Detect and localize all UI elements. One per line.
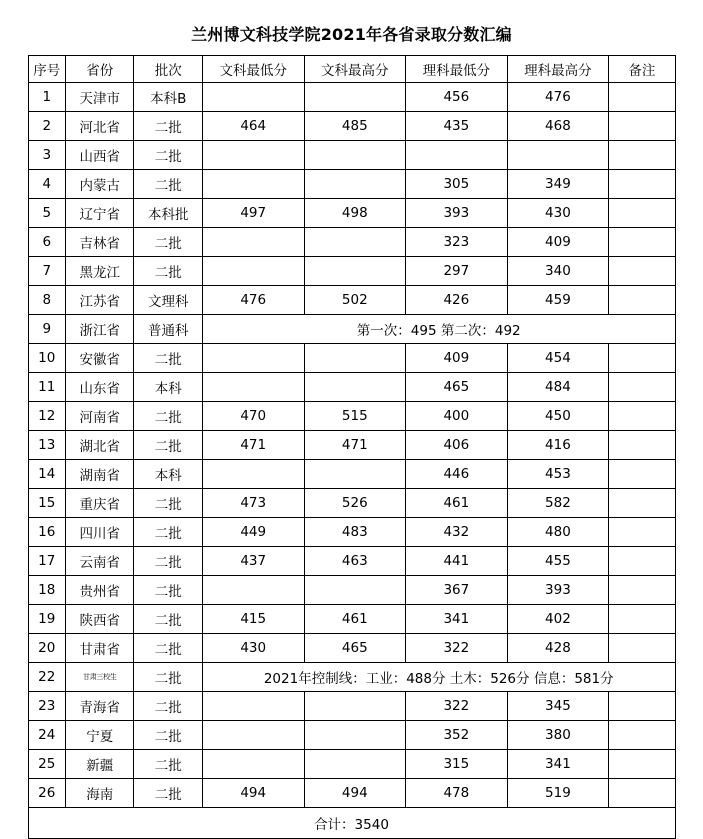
cell-province: 甘肃三校生 <box>66 663 134 692</box>
cell-wen_max: 515 <box>304 402 406 431</box>
cell-li_min: 478 <box>406 779 508 808</box>
cell-batch: 二批 <box>134 170 202 199</box>
cell-note <box>609 199 675 228</box>
cell-no: 24 <box>28 721 66 750</box>
cell-no: 26 <box>28 779 66 808</box>
cell-no: 22 <box>28 663 66 692</box>
cell-batch: 二批 <box>134 518 202 547</box>
cell-li_max: 476 <box>507 83 609 112</box>
cell-wen_min: 470 <box>202 402 304 431</box>
table-row <box>28 605 675 634</box>
cell-li_min: 409 <box>406 344 508 373</box>
cell-province: 江苏省 <box>66 286 134 315</box>
total-cell: 合计：3540 <box>28 808 675 839</box>
cell-no: 17 <box>28 547 66 576</box>
cell-batch: 二批 <box>134 721 202 750</box>
cell-li_min: 400 <box>406 402 508 431</box>
cell-wen_min: 497 <box>202 199 304 228</box>
cell-no: 18 <box>28 576 66 605</box>
cell-province: 辽宁省 <box>66 199 134 228</box>
cell-wen_min: 437 <box>202 547 304 576</box>
cell-li_min: 323 <box>406 228 508 257</box>
table-row <box>28 634 675 663</box>
cell-batch: 二批 <box>134 634 202 663</box>
table-row <box>28 576 675 605</box>
cell-no: 11 <box>28 373 66 402</box>
cell-wen_max: 526 <box>304 489 406 518</box>
cell-province: 重庆省 <box>66 489 134 518</box>
cell-province: 陕西省 <box>66 605 134 634</box>
table-row <box>28 547 675 576</box>
cell-li_min: 305 <box>406 170 508 199</box>
cell-li_min: 341 <box>406 605 508 634</box>
table-row <box>28 489 675 518</box>
table-row <box>28 286 675 315</box>
cell-li_max: 409 <box>507 228 609 257</box>
table-row <box>28 518 675 547</box>
cell-li_min: 406 <box>406 431 508 460</box>
table-footer <box>28 808 675 839</box>
cell-batch: 二批 <box>134 692 202 721</box>
cell-wen_max: 483 <box>304 518 406 547</box>
cell-li_min: 315 <box>406 750 508 779</box>
cell-wen_min <box>202 344 304 373</box>
table-header <box>28 56 675 83</box>
cell-wen_max: 494 <box>304 779 406 808</box>
cell-li_max: 480 <box>507 518 609 547</box>
cell-wen_max <box>304 576 406 605</box>
cell-batch: 二批 <box>134 663 202 692</box>
column-header-province: 省份 <box>66 56 134 83</box>
cell-batch: 二批 <box>134 344 202 373</box>
table-row <box>28 808 675 839</box>
cell-note <box>609 344 675 373</box>
cell-wen_min: 473 <box>202 489 304 518</box>
table-row <box>28 460 675 489</box>
column-header-science-min: 理科最低分 <box>406 56 508 83</box>
cell-note <box>609 228 675 257</box>
cell-province: 云南省 <box>66 547 134 576</box>
cell-province: 安徽省 <box>66 344 134 373</box>
cell-wen_min <box>202 373 304 402</box>
cell-wen_min <box>202 576 304 605</box>
cell-no: 16 <box>28 518 66 547</box>
cell-li_min: 426 <box>406 286 508 315</box>
cell-province: 新疆 <box>66 750 134 779</box>
cell-no: 15 <box>28 489 66 518</box>
cell-province: 湖南省 <box>66 460 134 489</box>
cell-wen_min: 494 <box>202 779 304 808</box>
cell-no: 7 <box>28 257 66 286</box>
cell-note <box>609 170 675 199</box>
cell-wen_max <box>304 170 406 199</box>
cell-li_min: 435 <box>406 112 508 141</box>
column-header-remark: 备注 <box>609 56 675 83</box>
cell-note <box>609 286 675 315</box>
cell-province: 山东省 <box>66 373 134 402</box>
cell-li_max: 428 <box>507 634 609 663</box>
cell-province: 贵州省 <box>66 576 134 605</box>
cell-li_max: 402 <box>507 605 609 634</box>
cell-no: 23 <box>28 692 66 721</box>
table-row <box>28 170 675 199</box>
cell-wen_max: 463 <box>304 547 406 576</box>
cell-note <box>609 634 675 663</box>
cell-batch: 二批 <box>134 431 202 460</box>
cell-wen_min: 449 <box>202 518 304 547</box>
cell-li_max <box>507 141 609 170</box>
cell-province: 浙江省 <box>66 315 134 344</box>
table-row <box>28 431 675 460</box>
cell-note <box>609 257 675 286</box>
cell-li_min: 393 <box>406 199 508 228</box>
cell-wen_min <box>202 83 304 112</box>
cell-note <box>609 489 675 518</box>
column-header-liberal-min: 文科最低分 <box>202 56 304 83</box>
cell-wen_max: 465 <box>304 634 406 663</box>
cell-wen_min: 471 <box>202 431 304 460</box>
table-row <box>28 402 675 431</box>
cell-batch: 文理科 <box>134 286 202 315</box>
cell-li_max: 454 <box>507 344 609 373</box>
cell-batch: 本科 <box>134 460 202 489</box>
cell-province: 吉林省 <box>66 228 134 257</box>
table-row <box>28 315 675 344</box>
cell-wen_min <box>202 692 304 721</box>
cell-li_min: 352 <box>406 721 508 750</box>
cell-no: 14 <box>28 460 66 489</box>
cell-wen_min: 476 <box>202 286 304 315</box>
table-row <box>28 373 675 402</box>
cell-no: 25 <box>28 750 66 779</box>
cell-wen_min: 415 <box>202 605 304 634</box>
cell-note <box>609 373 675 402</box>
cell-li_min: 456 <box>406 83 508 112</box>
cell-merged-note: 第一次：495 第二次：492 <box>202 315 675 344</box>
cell-no: 12 <box>28 402 66 431</box>
cell-merged-note: 2021年控制线：工业：488分 土木：526分 信息：581分 <box>202 663 675 692</box>
cell-no: 8 <box>28 286 66 315</box>
cell-batch: 二批 <box>134 547 202 576</box>
cell-note <box>609 779 675 808</box>
cell-batch: 二批 <box>134 779 202 808</box>
cell-wen_max <box>304 373 406 402</box>
cell-province: 宁夏 <box>66 721 134 750</box>
cell-note <box>609 518 675 547</box>
cell-li_min: 322 <box>406 692 508 721</box>
cell-batch: 二批 <box>134 576 202 605</box>
table-body <box>28 83 675 808</box>
cell-wen_max: 461 <box>304 605 406 634</box>
cell-li_min: 441 <box>406 547 508 576</box>
column-header-no: 序号 <box>28 56 66 83</box>
cell-batch: 二批 <box>134 605 202 634</box>
cell-wen_max <box>304 257 406 286</box>
cell-wen_max <box>304 721 406 750</box>
table-row <box>28 257 675 286</box>
cell-li_max: 416 <box>507 431 609 460</box>
cell-batch: 本科 <box>134 373 202 402</box>
cell-note <box>609 692 675 721</box>
cell-wen_max: 471 <box>304 431 406 460</box>
cell-province: 湖北省 <box>66 431 134 460</box>
cell-li_max: 380 <box>507 721 609 750</box>
table-row <box>28 692 675 721</box>
cell-no: 20 <box>28 634 66 663</box>
cell-wen_max <box>304 83 406 112</box>
cell-wen_max <box>304 228 406 257</box>
cell-wen_max <box>304 141 406 170</box>
cell-batch: 二批 <box>134 141 202 170</box>
cell-li_max: 430 <box>507 199 609 228</box>
cell-batch: 二批 <box>134 112 202 141</box>
cell-note <box>609 605 675 634</box>
cell-province: 山西省 <box>66 141 134 170</box>
cell-wen_min <box>202 257 304 286</box>
cell-note <box>609 431 675 460</box>
cell-li_max: 455 <box>507 547 609 576</box>
cell-wen_min: 464 <box>202 112 304 141</box>
cell-wen_min <box>202 750 304 779</box>
cell-wen_min <box>202 721 304 750</box>
cell-li_max: 349 <box>507 170 609 199</box>
cell-no: 19 <box>28 605 66 634</box>
cell-wen_max <box>304 460 406 489</box>
cell-province: 内蒙古 <box>66 170 134 199</box>
cell-province: 河南省 <box>66 402 134 431</box>
cell-li_min: 297 <box>406 257 508 286</box>
table-row <box>28 779 675 808</box>
column-header-liberal-max: 文科最高分 <box>304 56 406 83</box>
cell-batch: 二批 <box>134 257 202 286</box>
cell-note <box>609 750 675 779</box>
table-row <box>28 663 675 692</box>
table-row <box>28 721 675 750</box>
cell-li_max: 459 <box>507 286 609 315</box>
cell-li_min: 461 <box>406 489 508 518</box>
cell-wen_max <box>304 750 406 779</box>
cell-wen_max: 485 <box>304 112 406 141</box>
cell-li_min: 432 <box>406 518 508 547</box>
cell-note <box>609 576 675 605</box>
cell-batch: 本科批 <box>134 199 202 228</box>
table-row <box>28 112 675 141</box>
cell-note <box>609 460 675 489</box>
cell-no: 6 <box>28 228 66 257</box>
cell-province: 四川省 <box>66 518 134 547</box>
cell-no: 13 <box>28 431 66 460</box>
cell-li_min: 446 <box>406 460 508 489</box>
cell-wen_max: 498 <box>304 199 406 228</box>
cell-wen_max <box>304 692 406 721</box>
cell-note <box>609 547 675 576</box>
cell-wen_min: 430 <box>202 634 304 663</box>
cell-no: 1 <box>28 83 66 112</box>
cell-li_max: 519 <box>507 779 609 808</box>
cell-no: 10 <box>28 344 66 373</box>
table-header-row <box>28 56 675 83</box>
cell-batch: 二批 <box>134 402 202 431</box>
cell-wen_max <box>304 344 406 373</box>
page-title: 兰州博文科技学院2021年各省录取分数汇编 <box>191 25 512 44</box>
cell-li_max: 484 <box>507 373 609 402</box>
cell-no: 2 <box>28 112 66 141</box>
cell-batch: 普通科 <box>134 315 202 344</box>
cell-no: 4 <box>28 170 66 199</box>
table-row <box>28 199 675 228</box>
table-row <box>28 750 675 779</box>
cell-li_min: 367 <box>406 576 508 605</box>
cell-note <box>609 721 675 750</box>
cell-province: 海南 <box>66 779 134 808</box>
admission-scores-table <box>28 55 676 839</box>
cell-batch: 二批 <box>134 489 202 518</box>
cell-li_max: 341 <box>507 750 609 779</box>
cell-wen_min <box>202 228 304 257</box>
cell-province: 天津市 <box>66 83 134 112</box>
cell-no: 9 <box>28 315 66 344</box>
cell-li_min <box>406 141 508 170</box>
cell-li_min: 465 <box>406 373 508 402</box>
table-row <box>28 83 675 112</box>
cell-li_max: 468 <box>507 112 609 141</box>
cell-li_max: 393 <box>507 576 609 605</box>
table-row <box>28 344 675 373</box>
cell-batch: 二批 <box>134 750 202 779</box>
cell-li_min: 322 <box>406 634 508 663</box>
cell-wen_min <box>202 170 304 199</box>
cell-province: 河北省 <box>66 112 134 141</box>
cell-province: 甘肃省 <box>66 634 134 663</box>
cell-li_max: 345 <box>507 692 609 721</box>
cell-province: 青海省 <box>66 692 134 721</box>
cell-no: 3 <box>28 141 66 170</box>
cell-wen_max: 502 <box>304 286 406 315</box>
cell-note <box>609 141 675 170</box>
cell-province: 黑龙江 <box>66 257 134 286</box>
cell-batch: 二批 <box>134 228 202 257</box>
cell-li_max: 582 <box>507 489 609 518</box>
column-header-batch: 批次 <box>134 56 202 83</box>
cell-wen_min <box>202 141 304 170</box>
table-row <box>28 141 675 170</box>
cell-note <box>609 402 675 431</box>
cell-li_max: 340 <box>507 257 609 286</box>
cell-note <box>609 83 675 112</box>
column-header-science-max: 理科最高分 <box>507 56 609 83</box>
cell-wen_min <box>202 460 304 489</box>
cell-batch: 本科B <box>134 83 202 112</box>
table-row <box>28 228 675 257</box>
cell-no: 5 <box>28 199 66 228</box>
cell-note <box>609 112 675 141</box>
cell-li_max: 450 <box>507 402 609 431</box>
cell-li_max: 453 <box>507 460 609 489</box>
